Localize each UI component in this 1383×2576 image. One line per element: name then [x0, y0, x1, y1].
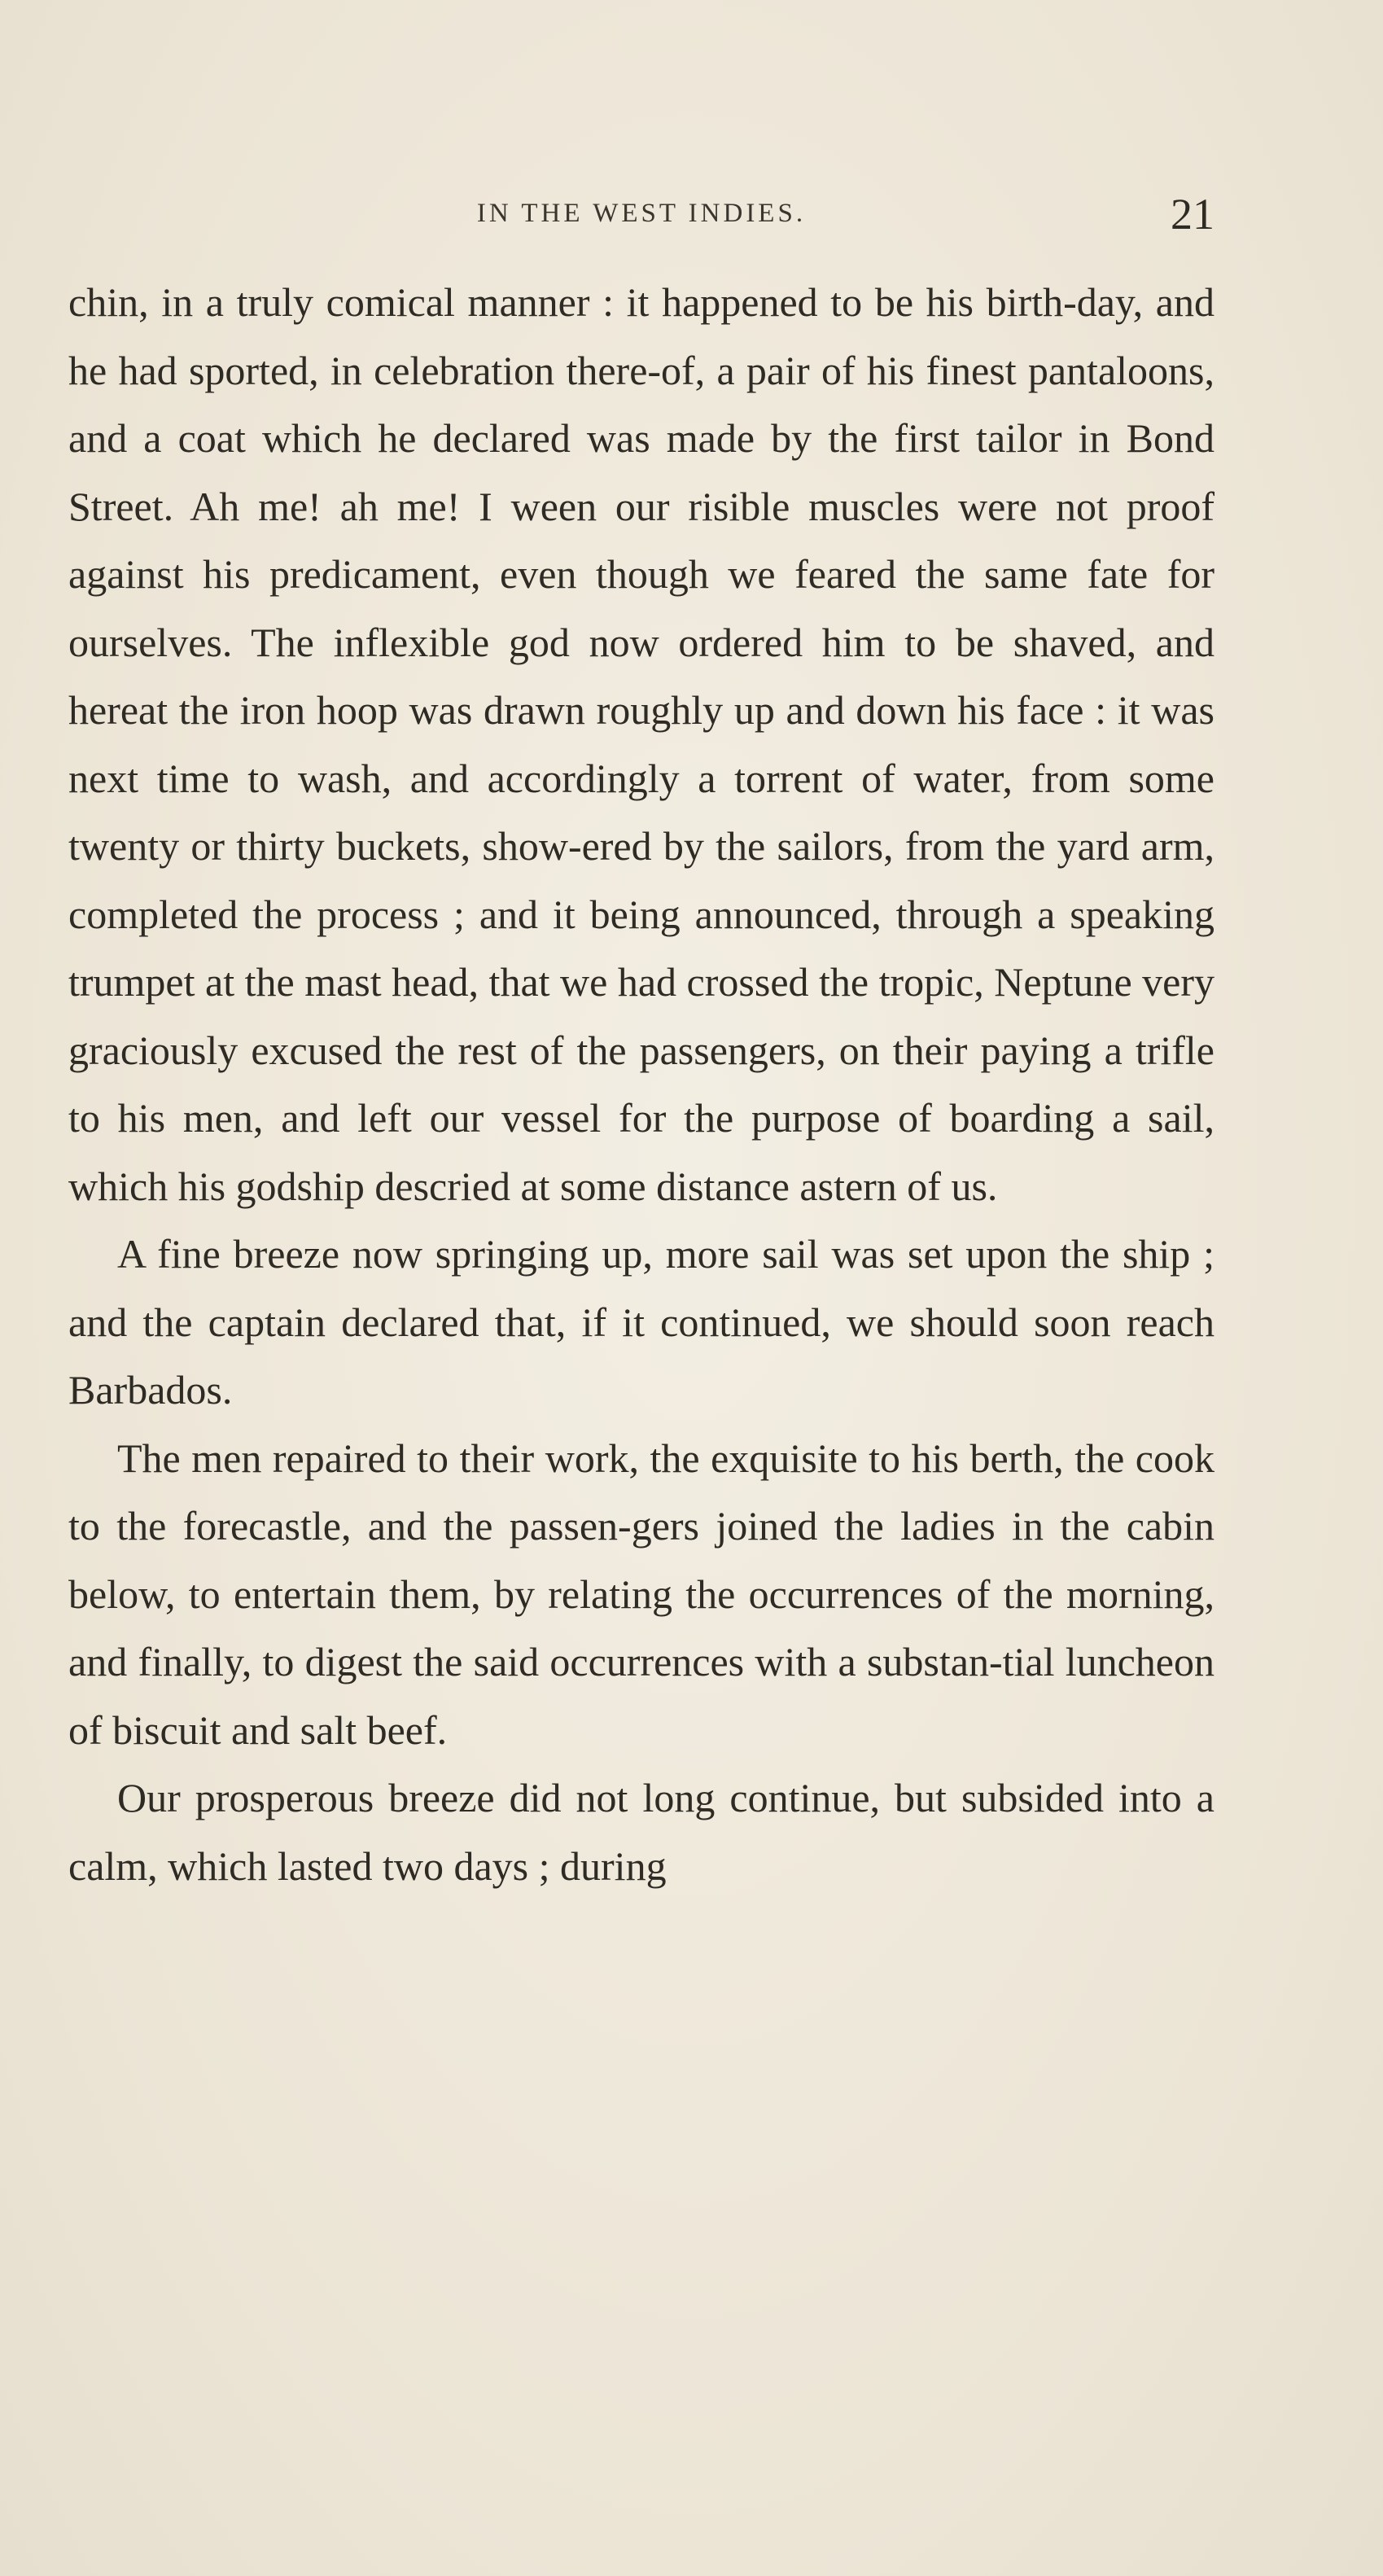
- running-head: IN THE WEST INDIES.: [476, 199, 807, 228]
- paragraph: Our prosperous breeze did not long continue, but subsided into a calm, which lasted two days ; during: [68, 1775, 1215, 1889]
- paragraph: A fine breeze now springing up, more sail was set upon the ship ; and the captain declared that, if it continued, we should soon reach Barbados.: [68, 1231, 1215, 1413]
- body-text: [68, 269, 1215, 1900]
- page-number: 21: [1171, 190, 1215, 239]
- paragraph: chin, in a truly comical manner : it happened to be his birth-day, and he had sported, in celebration there-of, a pair of his finest pantaloons, and a coat which he declared was made by the first tailor in Bond Street. Ah me! ah me! I ween our risible muscles were not proof against his predicament, even though we feared the same fate for ourselves. The inflexible god now ordered him to be shaved, and hereat the iron hoop was drawn roughly up and down his face : it was next time to wash, and accordingly a torrent of water, from some twenty or thirty buckets, show-ered by the sailors, from the yard arm, completed the process ; and it being announced, through a speaking trumpet at the mast head, that we had crossed the tropic, Neptune very graciously excused the rest of the passengers, on their paying a trifle to his men, and left our vessel for the purpose of boarding a sail, which his godship descried at some distance astern of us.: [68, 279, 1215, 1209]
- paragraph: The men repaired to their work, the exquisite to his berth, the cook to the forecastle, and the passen-gers joined the ladies in the cabin below, to entertain them, by relating the occurrences of the morning, and finally, to digest the said occurrences with a substan-tial luncheon of biscuit and salt beef.: [68, 1435, 1215, 1753]
- page-header: [68, 189, 1215, 246]
